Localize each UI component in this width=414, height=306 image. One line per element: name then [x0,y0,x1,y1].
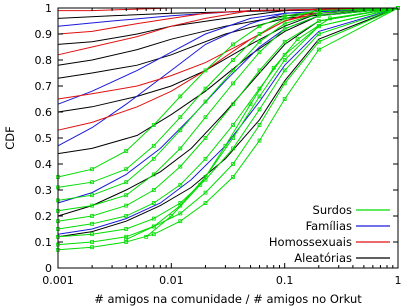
y-tick-label: 0.5 [34,132,52,145]
y-tick-label: 0.6 [34,106,52,119]
legend-label-surdos: Surdos [312,203,352,217]
series-line-surdos-10 [146,8,398,237]
y-tick-label: 0.1 [34,236,52,249]
y-tick-label: 0.4 [34,158,52,171]
y-axis-label: CDF [3,126,17,150]
series-line-familias-14 [58,8,398,203]
y-tick-label: 0.2 [34,210,52,223]
y-tick-label: 0.8 [34,54,52,67]
x-tick-label: 0.01 [159,274,184,287]
x-tick-label: 0.1 [275,274,294,287]
legend [269,203,390,265]
legend-label-homossexuais: Homossexuais [268,235,352,249]
series-line-surdos-5 [58,8,398,229]
y-tick-label: 0.3 [34,184,52,197]
y-tick-label: 0 [45,262,52,275]
series-line-homossexuais-18 [58,8,398,55]
y-tick-label: 0.9 [34,28,52,41]
legend-label-aleatorias: Aleatórias [294,251,352,265]
y-tick-label: 1 [45,2,52,15]
series-line-surdos-2 [58,8,398,200]
x-axis-label: # amigos na comunidade / # amigos no Orkut [94,292,362,306]
y-tick-label: 0.7 [34,80,52,93]
x-tick-label: 0.001 [42,274,74,287]
series-line-surdos-9 [126,8,398,239]
x-tick-label: 1 [394,274,402,287]
legend-label-familias: Famílias [305,219,352,233]
series-line-aleatorias-25 [58,8,398,112]
